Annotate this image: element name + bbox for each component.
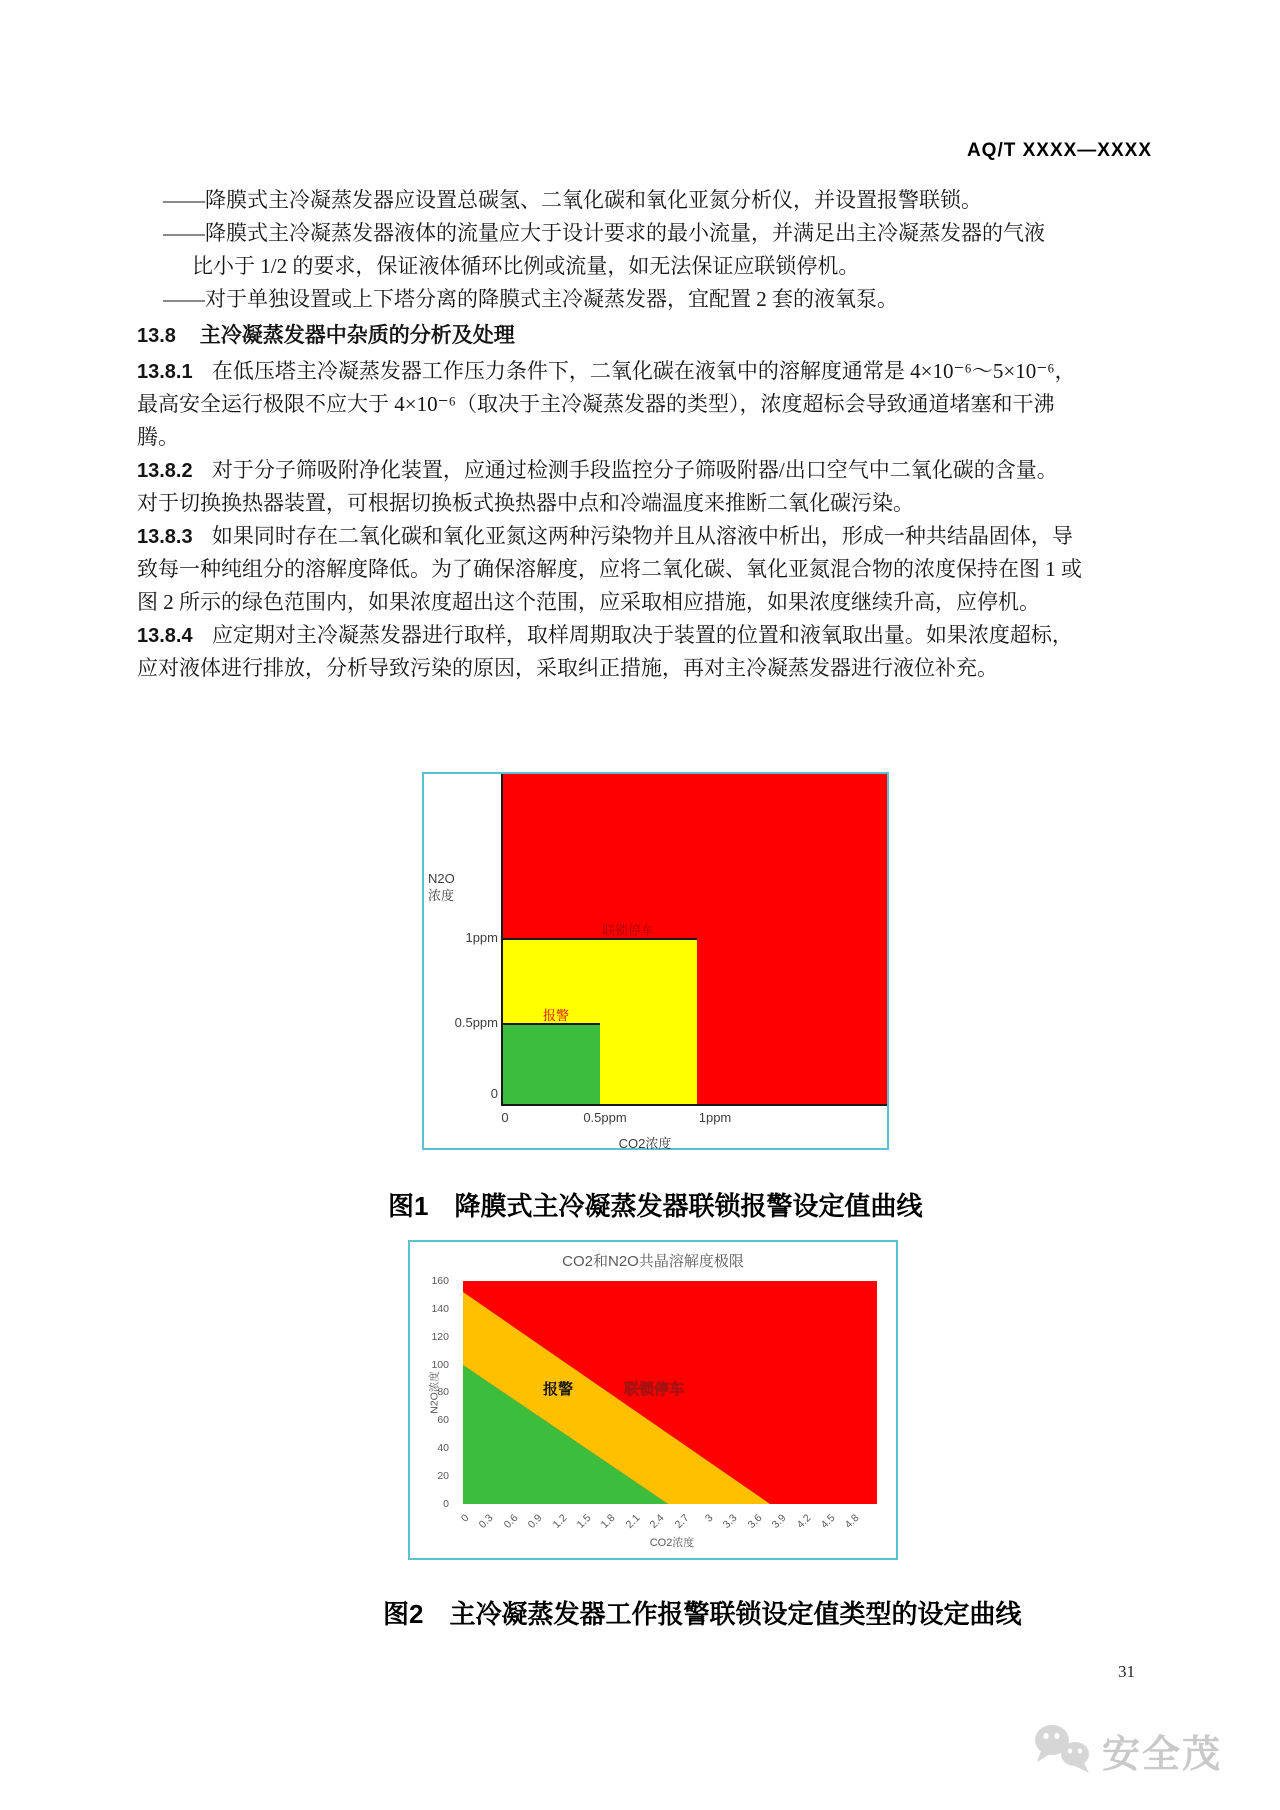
dash-item: ——对于单独设置或上下塔分离的降膜式主冷凝蒸发器，宜配置 2 套的液氧泵。 [163, 287, 898, 311]
figure2-x-tick: 4.2 [794, 1512, 814, 1531]
figure1-y-tick: 1ppm [465, 930, 498, 945]
clause-text: 对于分子筛吸附净化装置，应通过检测手段监控分子筛吸附器/出口空气中二氧化碳的含量。 [211, 458, 1058, 482]
figure2-x-tick: 3 [702, 1512, 716, 1525]
clause-number: 13.8.4 [137, 625, 193, 647]
figure2-x-tick: 0.3 [476, 1512, 496, 1531]
figure2-x-axis-label: CO2浓度 [649, 1537, 695, 1549]
figure2-y-tick: 160 [431, 1275, 449, 1287]
figure2-x-tick: 1.2 [550, 1512, 570, 1531]
figure1-x-tick: 0.5ppm [583, 1110, 627, 1125]
doc-code-header: AQ/T XXXX—XXXX [966, 140, 1152, 161]
clause-number: 13.8.1 [137, 361, 193, 383]
clause-line: 最高安全运行极限不应大于 4×10⁻⁶（取决于主冷凝蒸发器的类型），浓度超标会导致通道堵塞和干沸 [137, 392, 1055, 416]
wechat-bubbles-icon [1030, 1720, 1096, 1781]
section-number: 13.8 [137, 325, 176, 347]
dash-item-continuation: 比小于 1/2 的要求，保证液体循环比例或流量，如无法保证应联锁停机。 [192, 254, 860, 278]
figure2-y-tick: 20 [437, 1470, 449, 1482]
page-number: 31 [1118, 1662, 1135, 1681]
figure2-y-tick: 60 [437, 1414, 449, 1426]
figure1-x-axis-label: CO2浓度 [618, 1136, 672, 1151]
figure1-x-tick: 1ppm [698, 1110, 732, 1125]
clause-line [137, 520, 1167, 553]
figure1-alarm-label: 报警 [542, 1008, 569, 1023]
figure2-y-tick: 140 [431, 1303, 449, 1315]
body-text [137, 184, 1167, 685]
figure2-x-tick: 4.5 [818, 1512, 838, 1531]
clause-line: 图 2 所示的绿色范围内，如果浓度超出这个范围，应采取相应措施，如果浓度继续升高，应停机。 [137, 590, 1040, 614]
figure2-x-tick: 2.7 [672, 1512, 692, 1531]
clause-line: 致每一种纯组分的溶解度降低。为了确保溶解度，应将二氧化碳、氧化亚氮混合物的浓度保持在图 1 或 [137, 557, 1082, 581]
clause-line: 应对液体进行排放，分析导致污染的原因，采取纠正措施，再对主冷凝蒸发器进行液位补充。 [137, 656, 998, 680]
watermark [1030, 1720, 1222, 1781]
section-heading [137, 319, 1167, 352]
clause-line [137, 355, 1167, 388]
figure1-y-tick: 0 [490, 1086, 498, 1101]
figure2-x-tick: 3.3 [720, 1512, 740, 1531]
figure2-x-tick: 1.5 [574, 1512, 594, 1531]
figure2-x-tick: 3.6 [745, 1512, 765, 1531]
figure-1 [422, 772, 889, 1150]
figure2-x-tick: 1.8 [598, 1512, 618, 1531]
dash-item: ——降膜式主冷凝蒸发器液体的流量应大于设计要求的最小流量，并满足出主冷凝蒸发器的气液 [163, 221, 1045, 245]
figure2-x-tick: 2.1 [623, 1512, 643, 1531]
figure1-normal-region-green [502, 1023, 600, 1104]
figure2-alarm-label: 报警 [542, 1381, 573, 1398]
figure2-y-tick: 0 [443, 1498, 449, 1510]
figure2-x-tick: 0.9 [525, 1512, 545, 1531]
clause-text: 应定期对主冷凝蒸发器进行取样，取样周期取决于装置的位置和液氧取出量。如果浓度超标， [211, 623, 1073, 647]
figure2-caption: 图2 主冷凝蒸发器工作报警联锁设定值类型的设定曲线 [383, 1599, 1022, 1629]
figure2-y-axis-label: N2O浓度 [428, 1371, 441, 1414]
figure2-y-tick: 120 [431, 1331, 449, 1343]
figure2-title: CO2和N2O共晶溶解度极限 [562, 1253, 744, 1270]
figure2-x-tick: 4.8 [842, 1512, 862, 1531]
clause-number: 13.8.2 [137, 460, 193, 482]
figure1-trip-label: 联锁停车 [601, 923, 654, 938]
clause-line [137, 619, 1167, 652]
figure2-x-tick: 0 [458, 1512, 472, 1525]
figure1-x-axis-line [501, 1104, 887, 1106]
figure2-y-tick: 80 [437, 1386, 449, 1398]
figure2-y-tick: 40 [437, 1442, 449, 1454]
clause-line: 腾。 [137, 425, 179, 449]
figure1-x-tick: 0 [501, 1110, 509, 1125]
section-title: 主冷凝蒸发器中杂质的分析及处理 [199, 324, 515, 347]
figure1-y-axis-line [501, 774, 503, 1106]
watermark-brand-text: 安全茂 [1101, 1734, 1222, 1776]
figure1-y-tick: 0.5ppm [454, 1015, 498, 1030]
dash-item: ——降膜式主冷凝蒸发器应设置总碳氢、二氧化碳和氧化亚氮分析仪，并设置报警联锁。 [163, 188, 982, 212]
figure2-y-tick: 100 [431, 1359, 449, 1371]
clause-line: 对于切换换热器装置，可根据切换板式换热器中点和冷端温度来推断二氧化碳污染。 [137, 491, 914, 515]
clause-number: 13.8.3 [137, 526, 193, 548]
figure2-x-tick: 0.6 [501, 1512, 521, 1531]
clause-line [137, 454, 1167, 487]
clause-text: 如果同时存在二氧化碳和氧化亚氮这两种污染物并且从溶液中析出，形成一种共结晶固体，导 [211, 524, 1073, 548]
figure2-x-tick: 2.4 [647, 1512, 667, 1531]
figure2-x-tick: 3.9 [769, 1512, 789, 1531]
figure2-trip-label: 联锁停车 [623, 1381, 684, 1398]
clause-text: 在低压塔主冷凝蒸发器工作压力条件下，二氧化碳在液氧中的溶解度通常是 4×10⁻⁶～5×10⁻⁶， [211, 359, 1076, 383]
figure1-caption: 图1 降膜式主冷凝蒸发器联锁报警设定值曲线 [388, 1191, 923, 1221]
figure1-y-axis-label: N2O 浓度 [428, 871, 455, 903]
figure-2 [408, 1240, 898, 1560]
